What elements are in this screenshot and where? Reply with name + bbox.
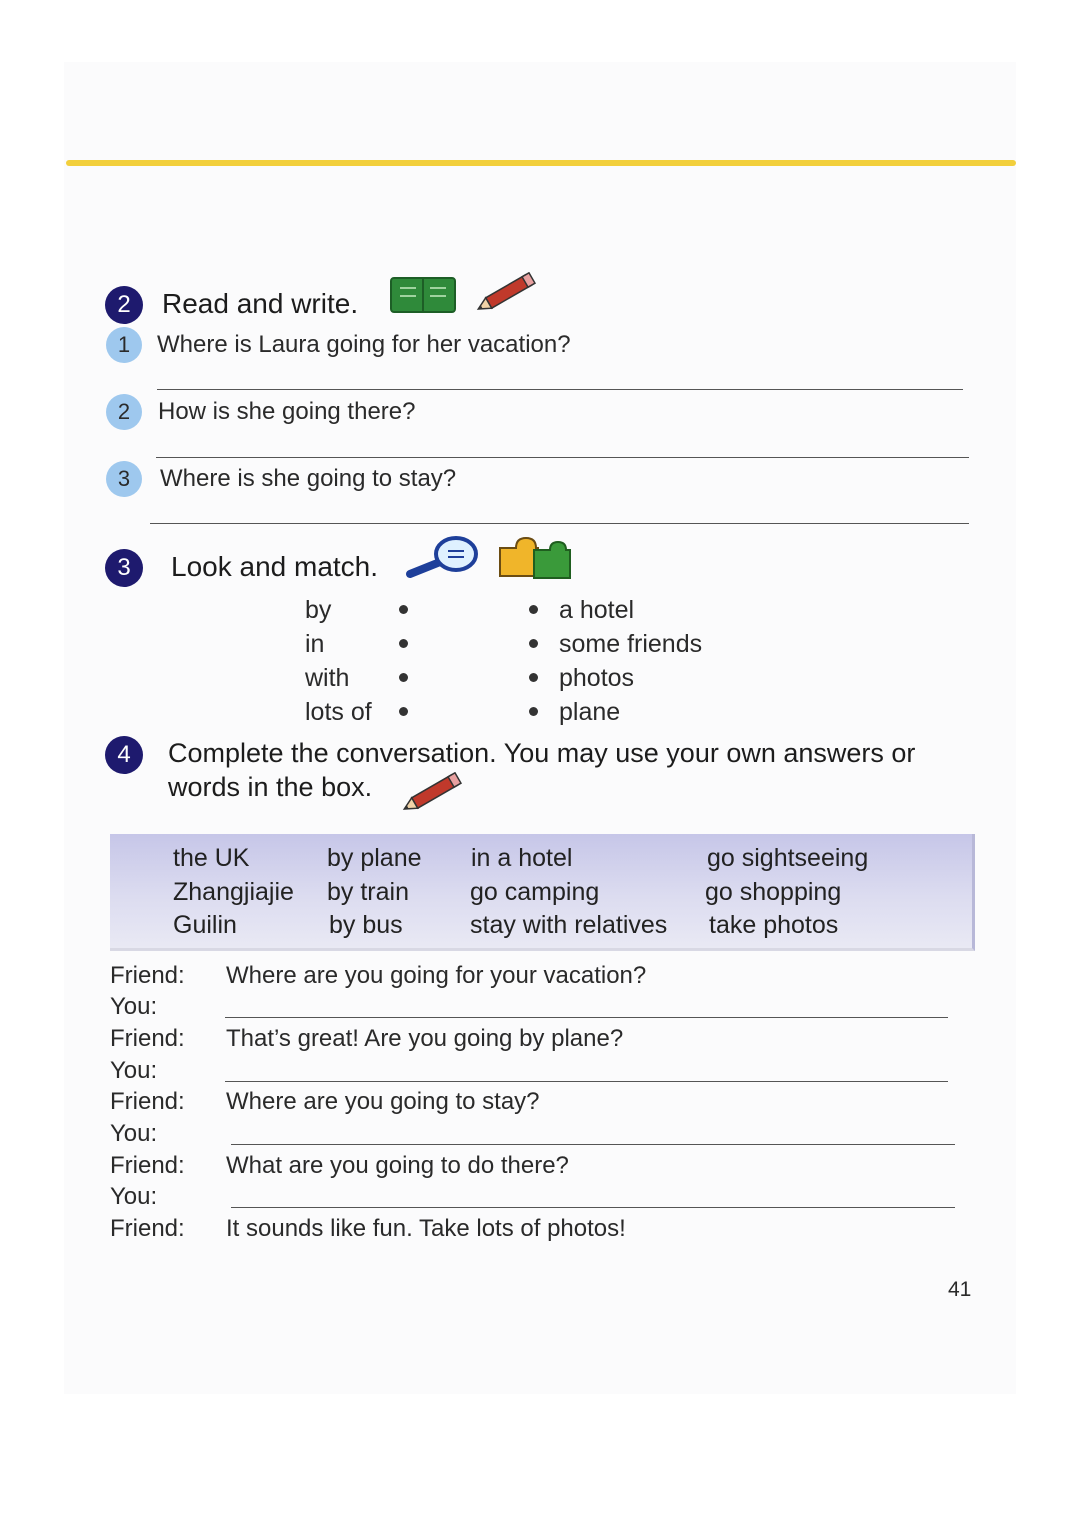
word-box-item: Guilin (173, 911, 237, 939)
match-left-item: lots of (305, 698, 372, 726)
word-box-item: go camping (470, 878, 600, 906)
you-answer-line[interactable] (225, 1017, 948, 1018)
answer-line-1[interactable] (157, 389, 963, 390)
pencil-icon (472, 272, 540, 314)
word-box-item: take photos (709, 911, 839, 939)
word-box-item: stay with relatives (470, 911, 668, 939)
question-2-text: How is she going there? (158, 398, 416, 425)
match-left-dot[interactable] (399, 707, 408, 716)
speaker-label: You: (110, 993, 158, 1020)
word-box-item: the UK (173, 844, 250, 872)
word-box (110, 834, 975, 951)
section-3-heading: Look and match. (171, 551, 379, 582)
word-box-item: go sightseeing (707, 844, 869, 872)
puzzle-icon (494, 536, 574, 582)
section-2-heading: Read and write. (162, 288, 359, 319)
friend-line: Where are you going to stay? (226, 1088, 540, 1115)
pencil-icon (398, 772, 466, 814)
you-answer-line[interactable] (231, 1144, 955, 1145)
magnifier-icon (402, 534, 480, 582)
match-right-item: some friends (559, 630, 703, 658)
match-right-item: a hotel (559, 596, 635, 624)
friend-line: That’s great! Are you going by plane? (226, 1025, 624, 1052)
section-4-heading-line-2: words in the box. (168, 772, 373, 802)
match-left-dot[interactable] (399, 673, 408, 682)
match-left-item: with (305, 664, 350, 692)
match-right-dot[interactable] (529, 639, 538, 648)
speaker-label: Friend: (110, 1088, 185, 1115)
word-box-item: in a hotel (471, 844, 573, 872)
word-box-item: by train (327, 878, 409, 906)
friend-line: Where are you going for your vacation? (226, 962, 647, 989)
question-1-text: Where is Laura going for her vacation? (157, 331, 571, 358)
section-3-badge: 3 (105, 549, 143, 587)
match-left-item: in (305, 630, 325, 658)
friend-line: What are you going to do there? (226, 1152, 569, 1179)
word-box-item: by plane (327, 844, 422, 872)
question-2-badge: 2 (106, 394, 142, 430)
match-left-dot[interactable] (399, 639, 408, 648)
you-answer-line[interactable] (225, 1081, 948, 1082)
match-left-item: by (305, 596, 332, 624)
answer-line-3[interactable] (150, 523, 969, 524)
match-right-dot[interactable] (529, 707, 538, 716)
match-left-dot[interactable] (399, 605, 408, 614)
speaker-label: Friend: (110, 1215, 185, 1242)
answer-line-2[interactable] (156, 457, 969, 458)
speaker-label: You: (110, 1057, 158, 1084)
page-sheet (64, 62, 1016, 1394)
section-2-badge: 2 (105, 286, 143, 324)
word-box-item: go shopping (705, 878, 842, 906)
question-3-text: Where is she going to stay? (160, 465, 457, 492)
book-icon (390, 276, 456, 314)
friend-line: It sounds like fun. Take lots of photos! (226, 1215, 626, 1242)
section-4-heading-line-1: Complete the conversation. You may use your own answers or (168, 738, 916, 768)
question-1-badge: 1 (106, 327, 142, 363)
speaker-label: Friend: (110, 962, 185, 989)
section-4-badge: 4 (105, 736, 143, 774)
speaker-label: Friend: (110, 1152, 185, 1179)
match-right-item: photos (559, 664, 635, 692)
match-right-item: plane (559, 698, 621, 726)
match-right-dot[interactable] (529, 673, 538, 682)
question-3-badge: 3 (106, 461, 142, 497)
match-right-dot[interactable] (529, 605, 538, 614)
speaker-label: You: (110, 1120, 158, 1147)
word-box-item: by bus (329, 911, 403, 939)
page-number: 41 (948, 1278, 972, 1301)
word-box-item: Zhangjiajie (173, 878, 294, 906)
you-answer-line[interactable] (231, 1207, 955, 1208)
speaker-label: Friend: (110, 1025, 185, 1052)
top-rule (66, 160, 1016, 166)
speaker-label: You: (110, 1183, 158, 1210)
